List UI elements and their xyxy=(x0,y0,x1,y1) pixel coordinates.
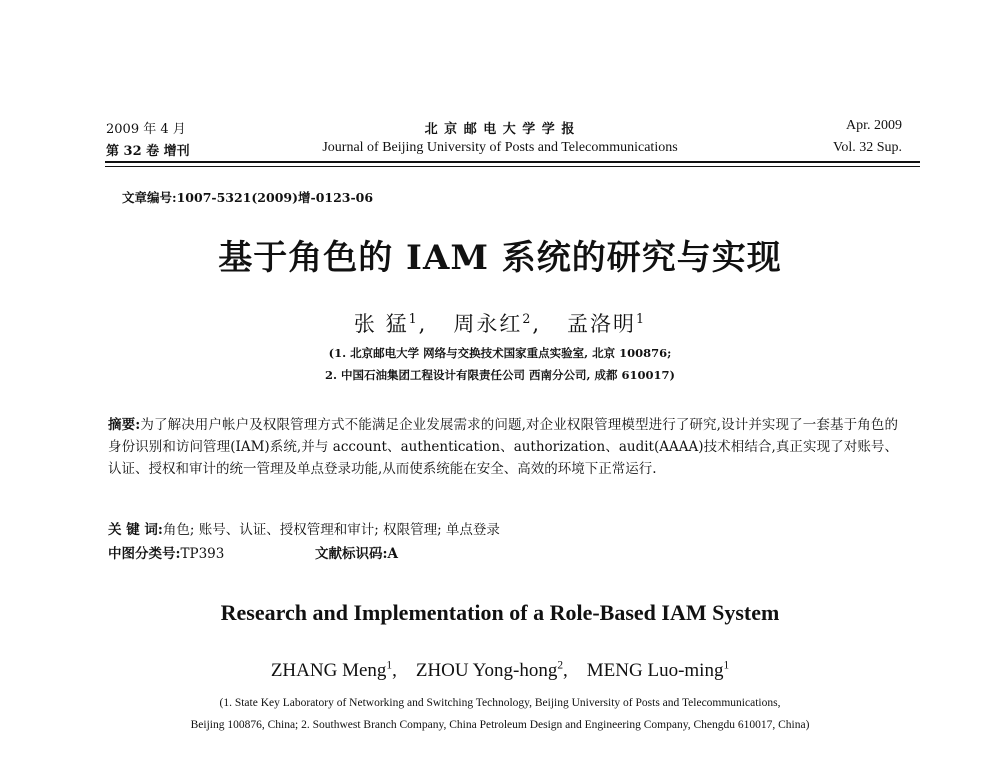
keywords-label: 关 键 词: xyxy=(108,522,163,538)
authors-cn: 张 猛$^1$, 周永红$^2$, 孟洛明$^1$ xyxy=(353,311,647,336)
header-rule-thick xyxy=(105,161,920,163)
author-cn: 周永红$^2$ xyxy=(453,311,533,336)
author-cn: 孟洛明$^1$ xyxy=(567,311,647,336)
author-cn: 张 猛$^1$ xyxy=(353,311,419,336)
document-code xyxy=(315,542,398,562)
abstract-text: 为了解决用户帐户及权限管理方式不能满足企业发展需求的问题,对企业权限管理模型进行了研究,设计并实现了一套基于角色的身份识别和访问管理(IAM)系统,并与 account、authentication、authorization、audit(AAAA)技术相结合,真正实现了对账号、认证、授权和审计的统一管理及单点登录功能,从而使系统能在安全、高效的环境下正常运行. xyxy=(108,417,898,477)
title-en: Research and Implementation of a Role-Based IAM System xyxy=(220,600,780,625)
document-code-label: 文献标识码: xyxy=(315,546,388,562)
header-rule-thin xyxy=(105,166,920,167)
article-number: 文章编号:1007-5321(2009)增-0123-06 xyxy=(122,190,374,205)
affiliation-en-1: (1. State Key Laboratory of Networking and Switching Technology, Beijing University of Posts and Telecommunications, xyxy=(219,697,781,709)
keywords-text: 角色; 账号、认证、授权管理和审计; 权限管理; 单点登录 xyxy=(162,522,500,538)
affiliation-cn-1: (1. 北京邮电大学 网络与交换技术国家重点实验室, 北京 100876; xyxy=(328,346,672,360)
header-journal-name-cn: 北 京 邮 电 大 学 学 报 xyxy=(424,122,576,137)
header-journal-name-en: Journal of Beijing University of Posts and Telecommunications xyxy=(322,140,678,155)
document-code-value: A xyxy=(387,546,398,562)
header-volume-cn: 第 32 卷 增刊 xyxy=(106,144,190,159)
author-en: ZHANG Meng$^1$, xyxy=(270,659,397,681)
author-en: MENG Luo-ming$^1$ xyxy=(586,659,730,681)
author-en: ZHOU Yong-hong$^2$, xyxy=(415,659,568,681)
header-date-en: Apr. 2009 xyxy=(846,118,902,133)
header-date-cn: 2009 年 4 月 xyxy=(106,122,186,137)
authors-en xyxy=(0,660,1000,682)
affiliation-en-2: Beijing 100876, China; 2. Southwest Branch Company, China Petroleum Design and Engineering Company, Chengdu 610017, China) xyxy=(190,719,810,731)
header-volume-en: Vol. 32 Sup. xyxy=(833,140,902,155)
keywords-cn xyxy=(108,518,500,538)
classification-label: 中图分类号: xyxy=(108,546,181,562)
classification-cn xyxy=(108,542,224,562)
abstract-cn xyxy=(108,414,898,480)
affiliation-cn-2: 2. 中国石油集团工程设计有限责任公司 西南分公司, 成都 610017) xyxy=(325,368,675,382)
classification-value: TP393 xyxy=(180,546,225,562)
title-cn: 基于角色的 IAM 系统的研究与实现 xyxy=(218,238,782,278)
abstract-label: 摘要: xyxy=(108,417,141,433)
